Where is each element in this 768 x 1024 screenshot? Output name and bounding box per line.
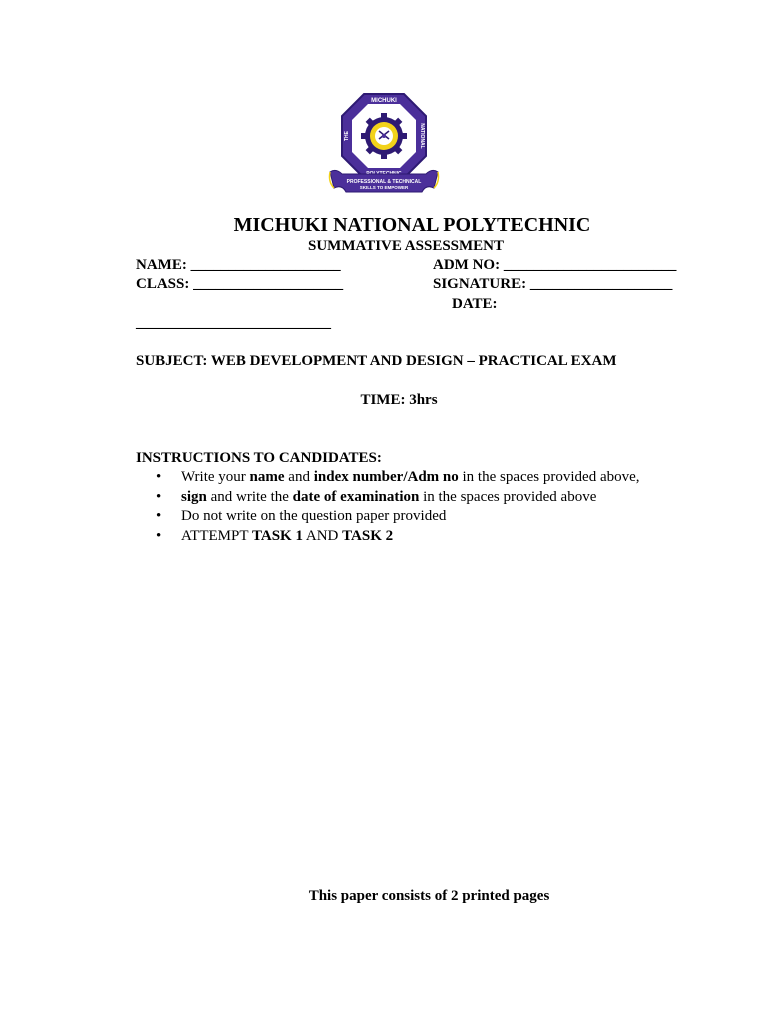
instruction-bold-text: TASK 1 bbox=[251, 527, 303, 544]
logo-right-text: NATIONAL bbox=[419, 123, 425, 149]
instruction-text: in the spaces provided above bbox=[419, 488, 597, 505]
polytechnic-logo bbox=[326, 92, 442, 200]
instruction-text: Do not write on the question paper provided bbox=[181, 508, 447, 524]
subject-line: SUBJECT: WEB DEVELOPMENT AND DESIGN – PRACTICAL EXAM bbox=[136, 353, 617, 369]
list-item bbox=[136, 488, 640, 508]
logo-left-text: THE bbox=[344, 131, 350, 141]
list-item bbox=[136, 507, 640, 527]
gear-icon bbox=[361, 113, 407, 159]
instruction-text: Write your bbox=[181, 469, 250, 485]
name-field[interactable]: NAME: ____________________ bbox=[136, 257, 341, 273]
date-label: DATE: bbox=[452, 296, 498, 312]
instruction-bold-text: date of examination bbox=[292, 488, 420, 505]
signature-field[interactable]: SIGNATURE: ___________________ bbox=[433, 276, 673, 292]
instruction-text: AND bbox=[302, 527, 343, 544]
list-item bbox=[136, 468, 640, 488]
bullet-icon: • bbox=[156, 508, 162, 524]
institution-title: MICHUKI NATIONAL POLYTECHNIC bbox=[233, 214, 591, 236]
instructions-list bbox=[136, 468, 640, 546]
bullet-icon: • bbox=[156, 488, 162, 505]
page-count-footer: This paper consists of 2 printed pages bbox=[308, 888, 550, 904]
instructions-heading: INSTRUCTIONS TO CANDIDATES: bbox=[136, 450, 382, 466]
adm-no-field[interactable]: ADM NO: _______________________ bbox=[433, 257, 677, 273]
instruction-text: and write the bbox=[206, 488, 293, 505]
logo-motto-line1: PROFESSIONAL & TECHNICAL bbox=[346, 179, 422, 185]
instruction-bold-text: index number/Adm no bbox=[313, 469, 459, 485]
instruction-bold-text: TASK 2 bbox=[342, 527, 394, 544]
bullet-icon: • bbox=[156, 469, 162, 485]
instruction-text: and bbox=[284, 469, 314, 485]
date-field-line[interactable]: __________________________ bbox=[136, 315, 331, 331]
list-item bbox=[136, 527, 640, 547]
instruction-text: in the spaces provided above, bbox=[458, 469, 640, 485]
logo-motto-line2: SKILLS TO EMPOWER bbox=[359, 185, 409, 190]
instruction-bold-text: name bbox=[249, 469, 285, 485]
exam-time: TIME: 3hrs bbox=[360, 392, 438, 408]
instruction-text: ATTEMPT bbox=[181, 527, 252, 544]
assessment-subtitle: SUMMATIVE ASSESSMENT bbox=[307, 238, 505, 254]
logo-top-text: MICHUKI bbox=[371, 98, 397, 104]
class-field[interactable]: CLASS: ____________________ bbox=[136, 276, 344, 292]
instruction-bold-text: sign bbox=[181, 488, 207, 505]
bullet-icon: • bbox=[156, 527, 162, 544]
